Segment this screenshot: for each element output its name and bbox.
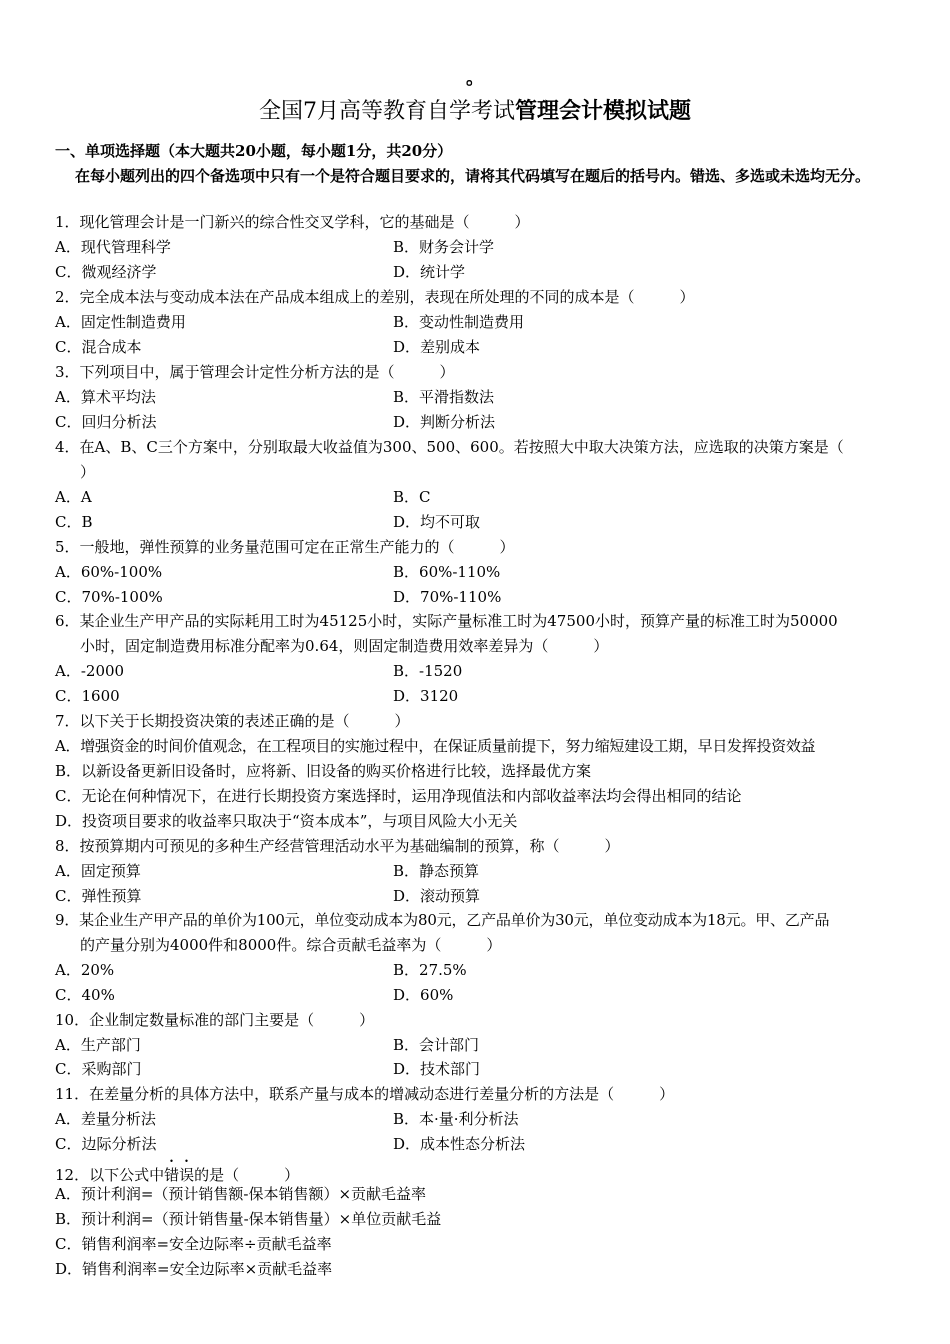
question-9-stem-cont: 的产量分别为4000件和8000件。综合贡献毛益率为（ ） <box>80 936 502 954</box>
question-11-option-b: B．本·量·利分析法 <box>393 1110 519 1128</box>
question-3-option-a: A．算术平均法 <box>55 388 156 406</box>
question-5-option-d: D．70%-110% <box>393 588 502 606</box>
question-9-stem: 9．某企业生产甲产品的单价为100元，单位变动成本为80元，乙产品单价为30元，单位变动成本为18元。甲、乙产品 <box>55 911 830 929</box>
title-prefix: 全国7月高等教育自学考试 <box>258 99 515 124</box>
page-title <box>0 94 950 125</box>
question-12-stem-pre: 12．以下公式中 <box>55 1166 165 1184</box>
question-7-option-c: C．无论在何种情况下，在进行长期投资方案选择时，运用净现值法和内部收益率法均会得出相同的结论 <box>55 787 742 805</box>
question-1-option-d: D．统计学 <box>393 263 466 281</box>
question-3-option-c: C．回归分析法 <box>55 413 157 431</box>
question-5-option-c: C．70%-100% <box>55 588 163 606</box>
question-11-option-d: D．成本性态分析法 <box>393 1135 526 1153</box>
question-10-stem: 10．企业制定数量标准的部门主要是（ ） <box>55 1011 375 1029</box>
question-1-option-b: B．财务会计学 <box>393 238 495 256</box>
question-11-option-a: A．差量分析法 <box>55 1110 156 1128</box>
question-12-stem <box>55 1157 299 1182</box>
question-5-stem: 5．一般地，弹性预算的业务量范围可定在正常生产能力的（ ） <box>55 538 515 556</box>
question-6-option-b: B．-1520 <box>393 662 463 680</box>
question-4-option-b: B．C <box>393 488 431 506</box>
question-2-option-a: A．固定性制造费用 <box>55 313 186 331</box>
question-6-option-a: A．-2000 <box>55 662 125 680</box>
question-1-option-c: C．微观经济学 <box>55 263 157 281</box>
question-11-option-c: C．边际分析法 <box>55 1135 157 1153</box>
question-7-stem: 7．以下关于长期投资决策的表述正确的是（ ） <box>55 712 410 730</box>
title-main: 管理会计模拟试题 <box>514 98 691 124</box>
question-5-option-b: B．60%-110% <box>393 563 501 581</box>
question-12-option-b: B．预计利润=（预计销售量-保本销售量）×单位贡献毛益 <box>55 1210 442 1228</box>
question-8-option-a: A．固定预算 <box>55 862 141 880</box>
question-9-option-a: A．20% <box>55 961 115 979</box>
question-2-option-b: B．变动性制造费用 <box>393 313 525 331</box>
question-10-option-b: B．会计部门 <box>393 1036 480 1054</box>
question-9-option-c: C．40% <box>55 986 115 1004</box>
question-8-stem: 8．按预算期内可预见的多种生产经营管理活动水平为基础编制的预算，称（ ） <box>55 837 620 855</box>
question-12-stem-post: 的是（ ） <box>194 1166 300 1184</box>
question-5-option-a: A．60%-100% <box>55 563 163 581</box>
question-6-stem-cont: 小时，固定制造费用标准分配率为0.64，则固定制造费用效率差异为（ ） <box>80 637 609 655</box>
question-12-option-c: C．销售利润率=安全边际率÷贡献毛益率 <box>55 1235 332 1253</box>
question-4-option-c: C．B <box>55 513 93 531</box>
question-8-option-d: D．滚动预算 <box>393 887 481 905</box>
question-7-option-b: B．以新设备更新旧设备时，应将新、旧设备的购买价格进行比较，选择最优方案 <box>55 762 592 780</box>
question-4-option-d: D．均不可取 <box>393 513 481 531</box>
question-2-option-d: D．差别成本 <box>393 338 481 356</box>
question-1-stem: 1．现化管理会计是一门新兴的综合性交叉学科，它的基础是（ ） <box>55 213 530 231</box>
question-7-option-d: D．投资项目要求的收益率只取决于“资本成本”，与项目风险大小无关 <box>55 812 518 830</box>
question-3-option-b: B．平滑指数法 <box>393 388 495 406</box>
question-10-option-a: A．生产部门 <box>55 1036 141 1054</box>
question-3-stem: 3．下列项目中，属于管理会计定性分析方法的是（ ） <box>55 363 455 381</box>
question-2-stem: 2．完全成本法与变动成本法在产品成本组成上的差别，表现在所处理的不同的成本是（ ） <box>55 288 695 306</box>
question-11-stem: 11．在差量分析的具体方法中，联系产量与成本的增减动态进行差量分析的方法是（ ） <box>55 1085 675 1103</box>
question-8-option-b: B．静态预算 <box>393 862 480 880</box>
question-6-stem: 6．某企业生产甲产品的实际耗用工时为45125小时，实际产量标准工时为47500小时，预算产量的标准工时为50000 <box>55 612 838 630</box>
question-12-option-a: A．预计利润=（预计销售额-保本销售额）×贡献毛益率 <box>55 1185 427 1203</box>
question-7-option-a: A．增强资金的时间价值观念，在工程项目的实施过程中，在保证质量前提下，努力缩短建设工期，早日发挥投资效益 <box>55 737 816 755</box>
section-instruction: 在每小题列出的四个备选项中只有一个是符合题目要求的，请将其代码填写在题后的括号内。错选、多选或未选均无分。 <box>75 167 871 185</box>
question-9-option-d: D．60% <box>393 986 454 1004</box>
question-8-option-c: C．弹性预算 <box>55 887 142 905</box>
section-heading: 一、单项选择题（本大题共20小题，每小题1分，共20分） <box>55 142 453 160</box>
question-4-stem: 4．在A、B、C三个方案中，分别取最大收益值为300、500、600。若按照大中取大决策方法，应选取的决策方案是（ <box>55 438 844 456</box>
question-10-option-c: C．采购部门 <box>55 1060 142 1078</box>
question-4-stem-cont: ） <box>80 463 96 481</box>
question-1-option-a: A．现代管理科学 <box>55 238 171 256</box>
question-2-option-c: C．混合成本 <box>55 338 142 356</box>
question-6-option-d: D．3120 <box>393 687 459 705</box>
question-4-option-a: A．A <box>55 488 92 506</box>
question-9-option-b: B．27.5% <box>393 961 467 979</box>
header-dot: 。 <box>466 68 484 89</box>
question-12-option-d: D．销售利润率=安全边际率×贡献毛益率 <box>55 1260 333 1278</box>
question-6-option-c: C．1600 <box>55 687 120 705</box>
question-10-option-d: D．技术部门 <box>393 1060 481 1078</box>
question-3-option-d: D．判断分析法 <box>393 413 496 431</box>
question-12-stem-emphasis: 错误 <box>164 1166 195 1184</box>
